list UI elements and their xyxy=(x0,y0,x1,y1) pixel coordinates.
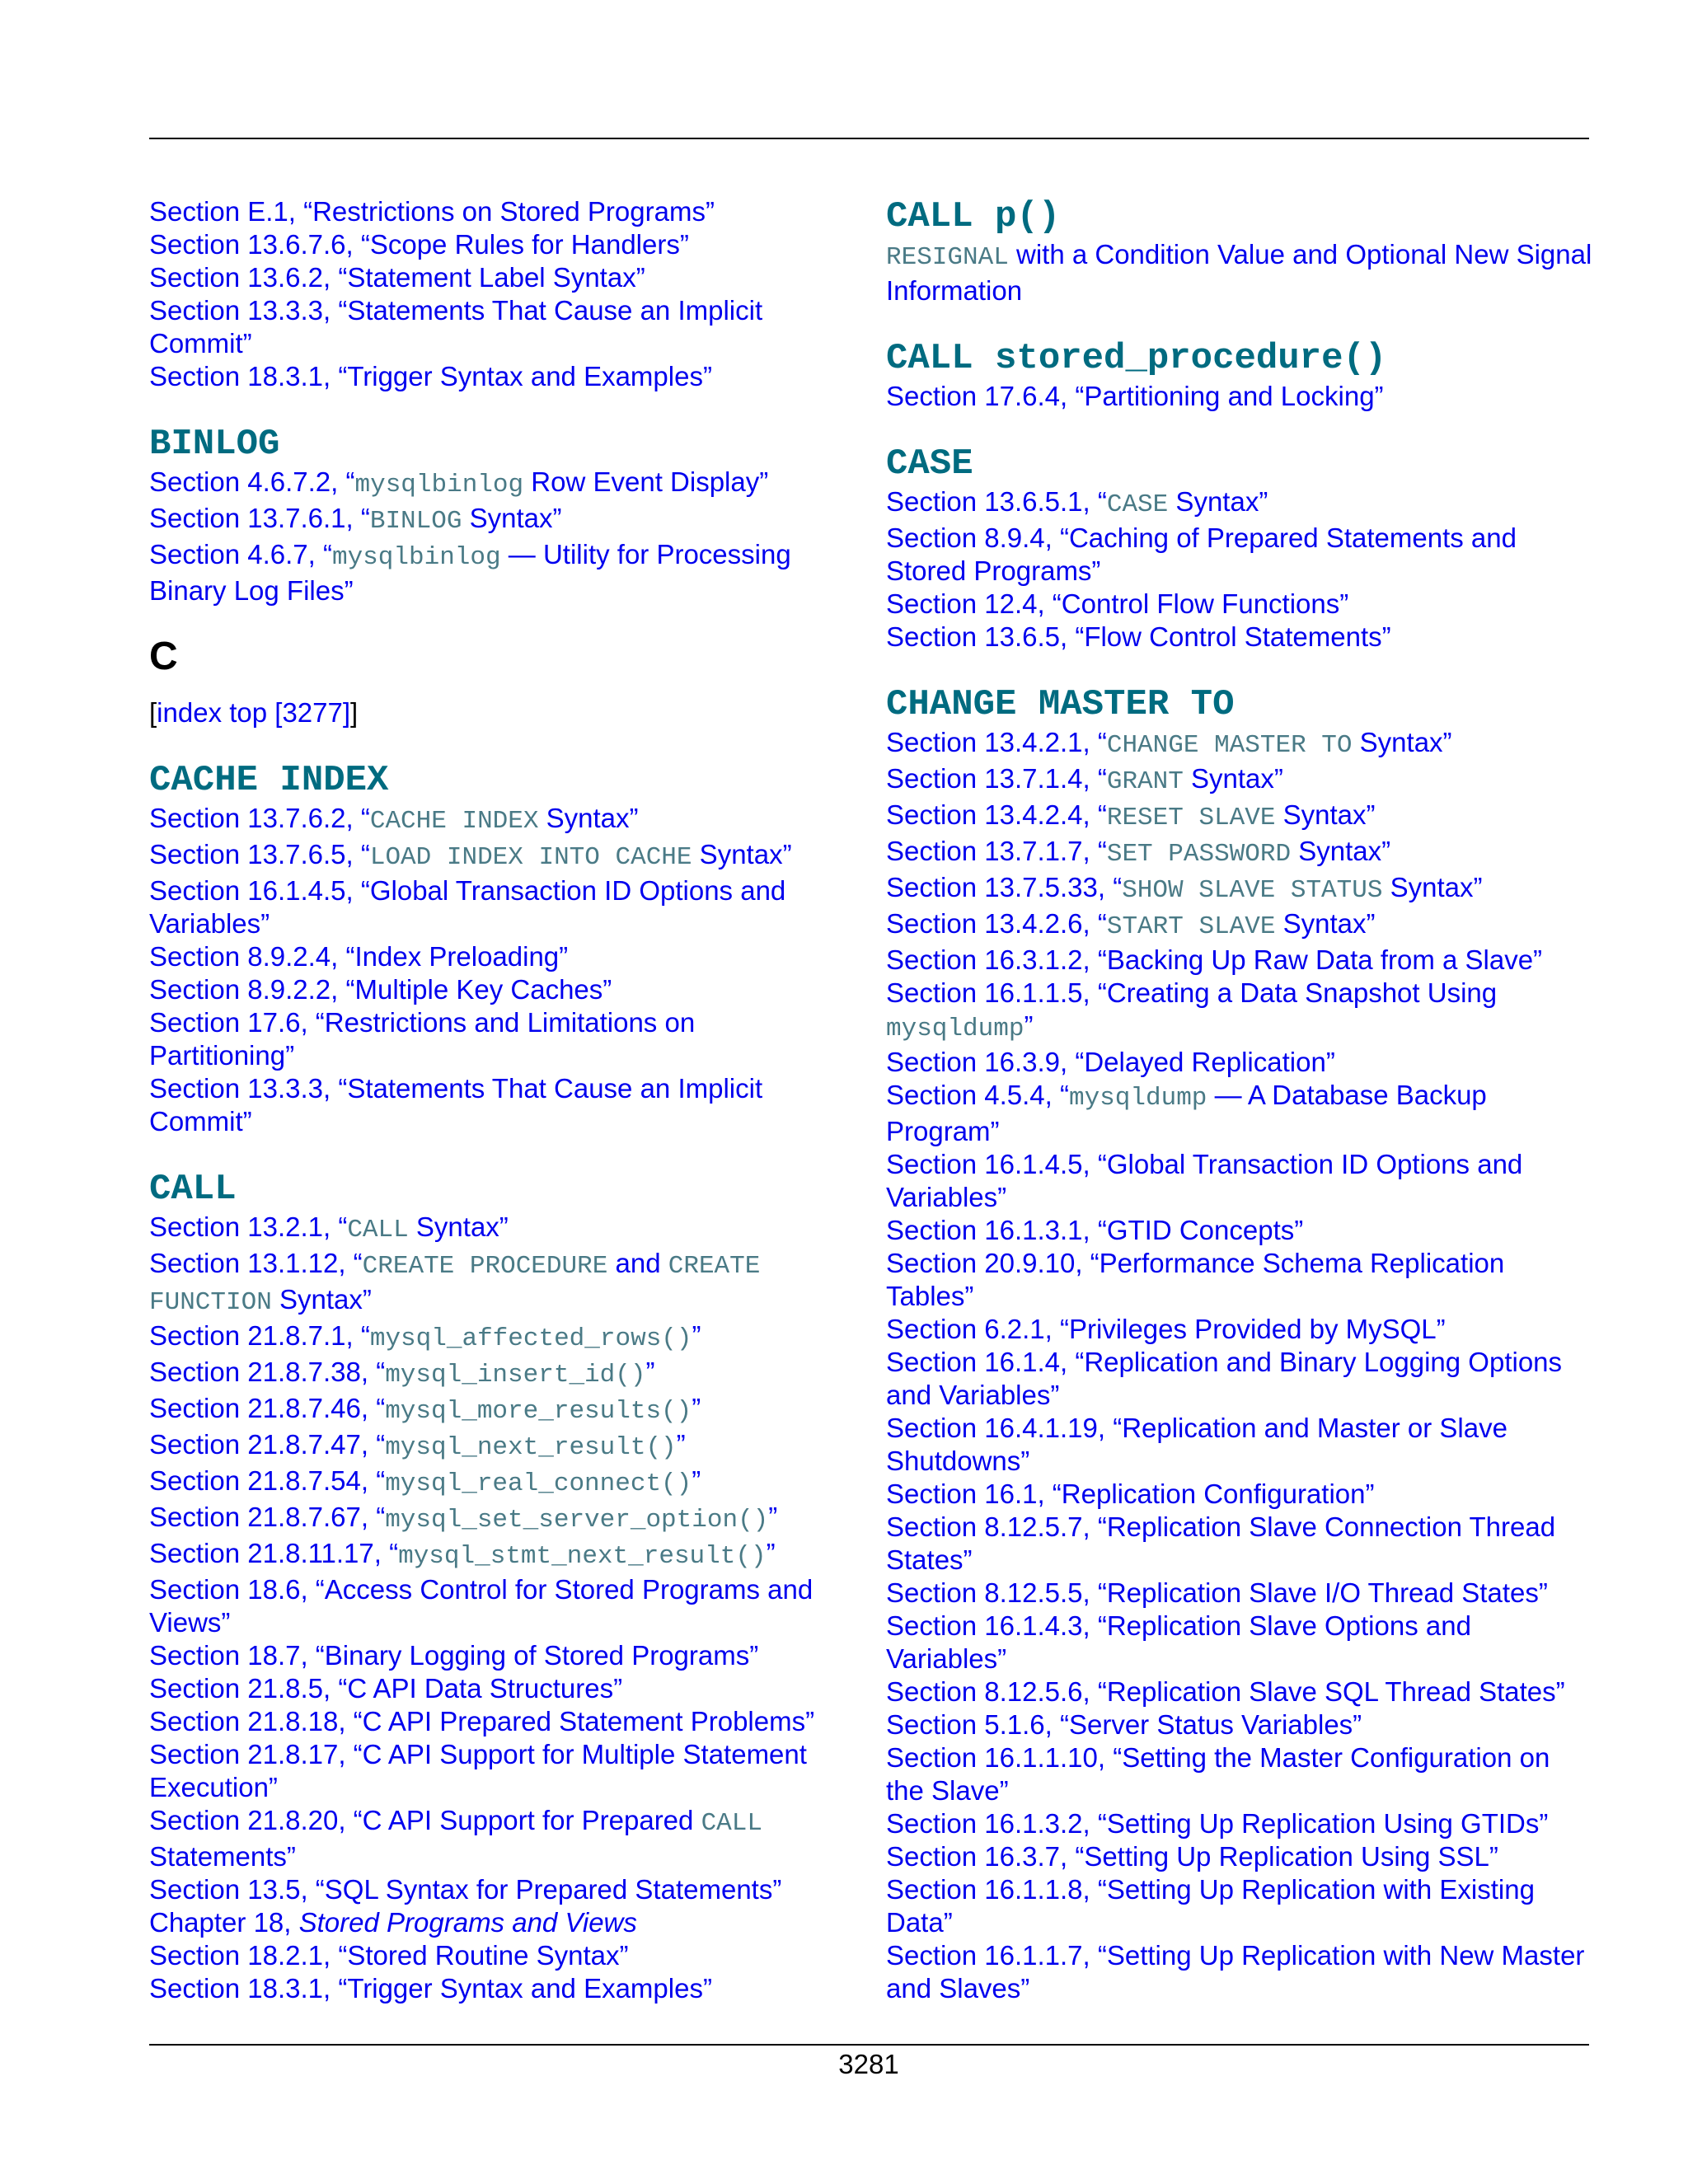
ref-link[interactable]: Section 20.9.10, “Performance Schema Replication Tables” xyxy=(886,1248,1505,1311)
ref-link[interactable]: Section 21.8.7.54, “mysql_real_connect()” xyxy=(149,1465,701,1498)
ref-link[interactable]: Section 13.7.5.33, “SHOW SLAVE STATUS Syntax” xyxy=(886,872,1483,905)
ref-link[interactable]: Section 21.8.7.67, “mysql_set_server_option()” xyxy=(149,1502,778,1535)
ref-link[interactable]: Section 13.4.2.6, “START SLAVE Syntax” xyxy=(886,908,1376,941)
ref-link[interactable]: Section 6.2.1, “Privileges Provided by MySQL” xyxy=(886,1314,1446,1344)
ref-link[interactable]: Section 16.3.7, “Setting Up Replication Using SSL” xyxy=(886,1841,1498,1872)
bottom-rule xyxy=(149,2044,1589,2046)
ref-link[interactable]: Section 21.8.5, “C API Data Structures” xyxy=(149,1673,623,1704)
ref-link[interactable]: Section 16.3.1.2, “Backing Up Raw Data from a Slave” xyxy=(886,944,1543,975)
case-ref-list xyxy=(886,485,1595,654)
ref-link[interactable]: Section 8.12.5.5, “Replication Slave I/O Thread States” xyxy=(886,1577,1548,1608)
index-term-call-p: CALL p() xyxy=(886,196,1061,237)
cache-index-ref-list xyxy=(149,802,842,1138)
index-term-binlog: BINLOG xyxy=(149,424,280,465)
ref-link[interactable]: Section 4.6.7.2, “mysqlbinlog Row Event Display” xyxy=(149,466,769,499)
ref-link[interactable]: Section 16.4.1.19, “Replication and Master or Slave Shutdowns” xyxy=(886,1413,1507,1476)
ref-link[interactable]: Section 21.8.7.47, “mysql_next_result()” xyxy=(149,1429,686,1462)
ref-link[interactable]: Section 13.6.5, “Flow Control Statements” xyxy=(886,621,1391,652)
binlog-ref-list xyxy=(149,466,842,607)
ref-link[interactable]: Section 16.1.1.8, “Setting Up Replication with Existing Data” xyxy=(886,1874,1535,1938)
ref-link[interactable]: Section 8.12.5.6, “Replication Slave SQL Thread States” xyxy=(886,1676,1565,1707)
ref-link[interactable]: Section 13.3.3, “Statements That Cause an Implicit Commit” xyxy=(149,295,763,359)
ref-link[interactable]: Section 21.8.18, “C API Prepared Statement Problems” xyxy=(149,1706,815,1736)
ref-link[interactable]: Section 8.9.2.4, “Index Preloading” xyxy=(149,941,569,972)
ref-link[interactable]: Section 21.8.7.38, “mysql_insert_id()” xyxy=(149,1357,655,1390)
ref-link[interactable]: Section 18.6, “Access Control for Stored Programs and Views” xyxy=(149,1574,814,1638)
ref-link[interactable]: Section 8.9.2.2, “Multiple Key Caches” xyxy=(149,974,612,1005)
ref-link[interactable]: Section 13.7.6.5, “LOAD INDEX INTO CACHE Syntax” xyxy=(149,839,792,872)
ref-link[interactable]: Section 16.1.1.7, “Setting Up Replication with New Master and Slaves” xyxy=(886,1940,1585,2004)
ref-link[interactable]: Section E.1, “Restrictions on Stored Programs” xyxy=(149,196,715,227)
ref-link[interactable]: Section 16.3.9, “Delayed Replication” xyxy=(886,1047,1335,1077)
ref-link[interactable]: Section 8.9.4, “Caching of Prepared Statements and Stored Programs” xyxy=(886,523,1517,586)
ref-link[interactable]: Section 13.6.5.1, “CASE Syntax” xyxy=(886,486,1268,519)
index-top-link[interactable]: index top [3277] xyxy=(157,697,351,728)
ref-link[interactable]: Section 21.8.11.17, “mysql_stmt_next_result()” xyxy=(149,1538,776,1571)
ref-link[interactable]: Section 13.4.2.4, “RESET SLAVE Syntax” xyxy=(886,799,1376,832)
ref-link[interactable]: Section 16.1, “Replication Configuration” xyxy=(886,1479,1375,1509)
index-term-case: CASE xyxy=(886,443,973,485)
ref-link[interactable]: Section 5.1.6, “Server Status Variables” xyxy=(886,1709,1362,1740)
call-ref-list-1 xyxy=(149,1211,842,1247)
call-ref-list-3 xyxy=(149,1939,842,2005)
ref-link[interactable]: Section 13.3.3, “Statements That Cause an Implicit Commit” xyxy=(149,1073,763,1137)
ref-link[interactable]: Section 21.8.17, “C API Support for Multiple Statement Execution” xyxy=(149,1739,807,1802)
ref-link[interactable]: Section 18.2.1, “Stored Routine Syntax” xyxy=(149,1940,629,1971)
index-term-call: CALL xyxy=(149,1169,237,1210)
ref-link[interactable]: Section 16.1.4.5, “Global Transaction ID Options and Variables” xyxy=(886,1149,1523,1212)
ref-link[interactable]: Section 13.1.12, “CREATE PROCEDURE and CREATE FUNCTION Syntax” xyxy=(149,1248,761,1317)
ref-link[interactable]: Section 13.4.2.1, “CHANGE MASTER TO Syntax” xyxy=(886,727,1452,760)
top-ref-list xyxy=(149,195,842,393)
ref-link[interactable]: Section 17.6.4, “Partitioning and Locking” xyxy=(886,381,1384,411)
ref-link[interactable]: Section 17.6, “Restrictions and Limitations on Partitioning” xyxy=(149,1007,696,1071)
letter-heading: C xyxy=(149,635,178,678)
ref-link[interactable]: Section 18.3.1, “Trigger Syntax and Examples” xyxy=(149,361,712,391)
index-term-cache-index: CACHE INDEX xyxy=(149,760,389,801)
ref-link[interactable]: Section 16.1.4.3, “Replication Slave Options and Variables” xyxy=(886,1610,1471,1674)
ref-link[interactable]: Section 18.7, “Binary Logging of Stored Programs” xyxy=(149,1640,759,1671)
call-stored-ref-list xyxy=(886,380,1595,413)
ref-link[interactable]: Section 16.1.4, “Replication and Binary Logging Options and Variables” xyxy=(886,1347,1563,1410)
ref-link[interactable]: Section 16.1.1.5, “Creating a Data Snapshot Using mysqldump” xyxy=(886,977,1498,1043)
ref-link[interactable]: Section 4.5.4, “mysqldump — A Database Backup Program” xyxy=(886,1080,1487,1146)
index-term-call-stored-procedure: CALL stored_procedure() xyxy=(886,338,1387,379)
left-column xyxy=(149,195,842,2005)
ref-link[interactable]: Section 12.4, “Control Flow Functions” xyxy=(886,588,1349,619)
ref-link[interactable]: Section 13.6.7.6, “Scope Rules for Handlers” xyxy=(149,229,689,260)
ref-link[interactable]: Section 16.1.4.5, “Global Transaction ID Options and Variables” xyxy=(149,875,786,939)
change-master-ref-list xyxy=(886,726,1595,2005)
ref-link[interactable]: Section 21.8.20, “C API Support for Prepared CALL Statements” xyxy=(149,1805,762,1872)
ref-link[interactable]: Section 16.1.3.1, “GTID Concepts” xyxy=(886,1215,1304,1245)
ref-link[interactable]: RESIGNAL with a Condition Value and Optional New Signal Information xyxy=(886,239,1592,306)
ref-link[interactable]: Section 21.8.7.46, “mysql_more_results()” xyxy=(149,1393,701,1426)
index-top-line: [index top [3277]] xyxy=(149,697,359,728)
ref-link[interactable]: Section 13.7.6.2, “CACHE INDEX Syntax” xyxy=(149,803,639,836)
ref-link[interactable]: Section 13.7.1.7, “SET PASSWORD Syntax” xyxy=(886,836,1391,869)
ref-link[interactable]: Section 18.3.1, “Trigger Syntax and Examples” xyxy=(149,1973,712,2004)
call-p-ref-list xyxy=(886,238,1595,307)
ref-link[interactable]: Section 16.1.3.2, “Setting Up Replication Using GTIDs” xyxy=(886,1808,1549,1839)
right-column xyxy=(886,195,1595,2005)
top-rule xyxy=(149,138,1589,139)
ref-link[interactable]: Section 13.5, “SQL Syntax for Prepared Statements” xyxy=(149,1874,782,1905)
page-number: 3281 xyxy=(838,2049,899,2079)
ref-link[interactable]: Chapter 18, Stored Programs and Views xyxy=(149,1907,637,1938)
ref-link[interactable]: Section 8.12.5.7, “Replication Slave Connection Thread States” xyxy=(886,1511,1556,1575)
ref-link[interactable]: Section 21.8.7.1, “mysql_affected_rows()” xyxy=(149,1320,701,1353)
ref-link[interactable]: Section 13.7.1.4, “GRANT Syntax” xyxy=(886,763,1283,796)
ref-link[interactable]: Section 13.7.6.1, “BINLOG Syntax” xyxy=(149,503,562,536)
call-ref-list-2 xyxy=(149,1319,842,1906)
ref-link[interactable]: Section 13.2.1, “CALL Syntax” xyxy=(149,1212,509,1244)
ref-link[interactable]: Section 13.6.2, “Statement Label Syntax” xyxy=(149,262,645,293)
ref-link[interactable]: Section 4.6.7, “mysqlbinlog — Utility for Processing Binary Log Files” xyxy=(149,539,791,606)
index-term-change-master-to: CHANGE MASTER TO xyxy=(886,684,1235,725)
ref-link[interactable]: Section 16.1.1.10, “Setting the Master Configuration on the Slave” xyxy=(886,1742,1550,1806)
